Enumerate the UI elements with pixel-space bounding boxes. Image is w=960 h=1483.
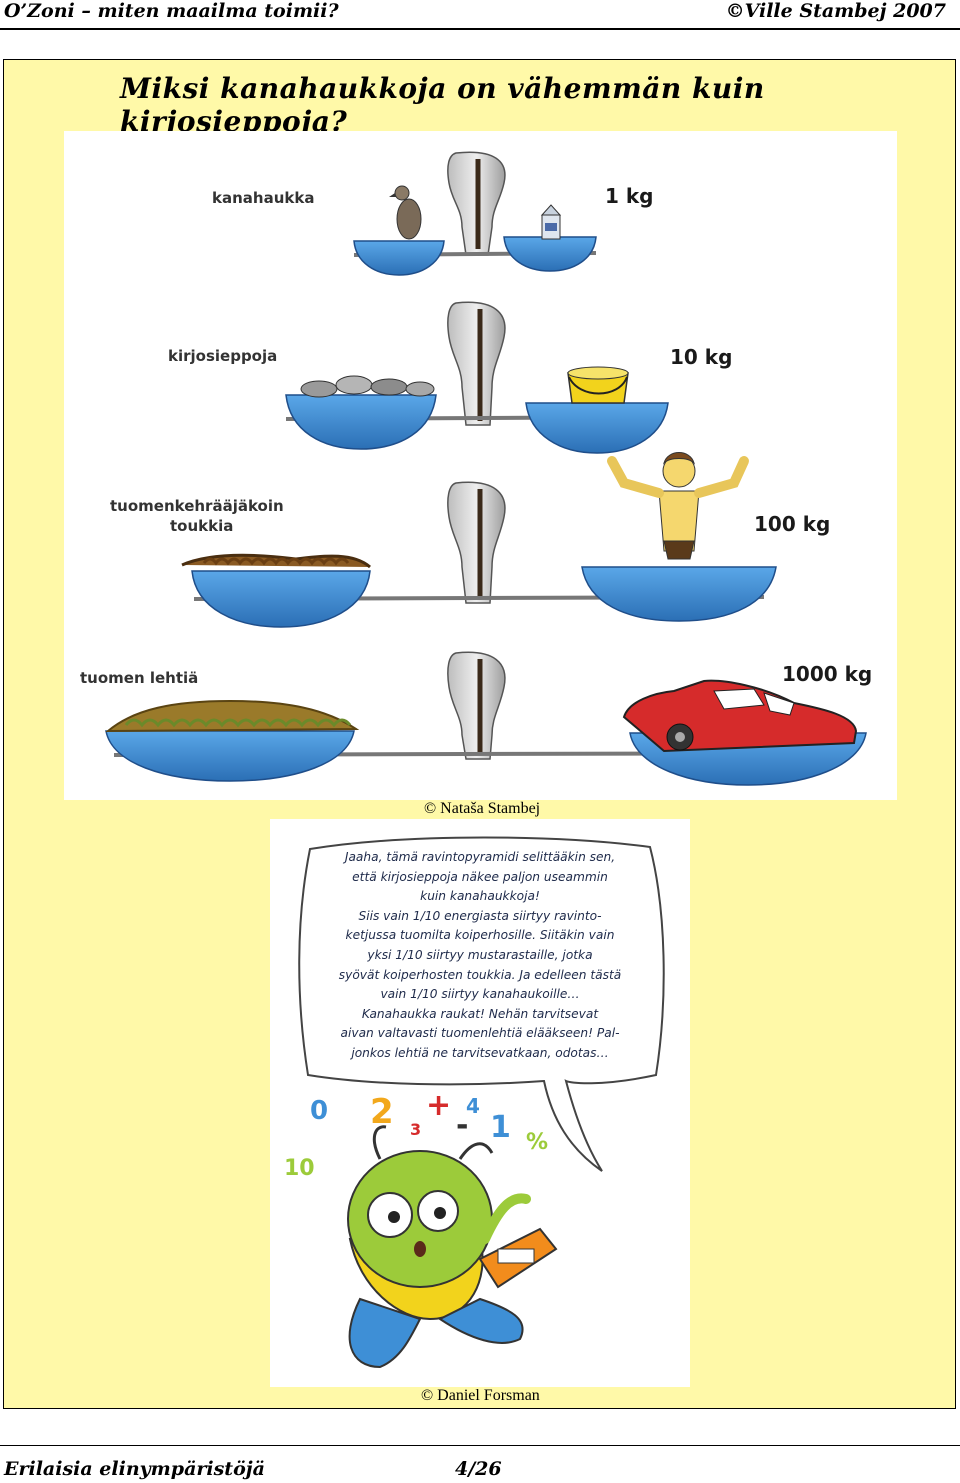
scale-4	[80, 652, 872, 785]
doodle-0: 0	[310, 1096, 329, 1126]
scale-4-left-bowl	[106, 731, 354, 781]
bubble-line: kuin kanahaukkoja!	[420, 889, 540, 904]
scale-3-left-label-line1: tuomenkehrääjäkoin	[110, 497, 284, 515]
page-title: Miksi kanahaukkoja on vähemmän kuin kirjosieppoja?	[120, 72, 765, 138]
scale-4-pillar	[448, 652, 505, 759]
doodle-1: 1	[490, 1110, 511, 1145]
strongman-icon	[612, 453, 744, 560]
header-divider	[0, 28, 960, 30]
header-left-title: O’Zoni – miten maailma toimii?	[4, 0, 339, 22]
speech-bubble-text	[300, 848, 660, 1064]
scale-3-right-bowl	[582, 567, 776, 621]
scale-1	[212, 152, 654, 275]
bubble-line: jonkos lehtiä ne tarvitsevatkaan, odotas…	[351, 1045, 609, 1060]
doodle-minus: -	[456, 1108, 469, 1143]
scale-1-left-bowl	[354, 241, 444, 275]
balance-scales-illustration	[64, 131, 897, 800]
footer-page-number: 4/26	[455, 1458, 502, 1480]
doodle-percent: %	[526, 1130, 549, 1155]
doodle-2: 2	[370, 1092, 394, 1132]
scale-3-pillar	[448, 482, 505, 603]
hawk-icon	[389, 186, 421, 239]
footer-section-title: Erilaisia elinympäristöjä	[4, 1458, 265, 1480]
alien-character-icon	[348, 1127, 556, 1367]
scale-4-weight: 1000 kg	[782, 662, 873, 686]
doodle-10: 10	[284, 1156, 315, 1181]
doodle-plus: +	[426, 1088, 452, 1123]
header-copyright: ©Ville Stambej 2007	[725, 0, 946, 22]
doodle-4: 4	[466, 1094, 480, 1118]
scale-2-left-bowl	[286, 395, 436, 449]
scale-1-weight: 1 kg	[605, 184, 654, 208]
scale-2	[168, 302, 732, 453]
milk-carton-icon	[542, 205, 560, 239]
scale-3	[110, 453, 830, 628]
bubble-line: Jaaha, tämä ravintopyramidi selittääkin sen,	[344, 850, 616, 864]
scale-2-weight: 10 kg	[670, 345, 733, 369]
illustration-credit-2: © Daniel Forsman	[421, 1387, 540, 1404]
bubble-line: ketjussa tuomilta koiperhosille. Siitäkin vain	[345, 928, 615, 943]
bubble-line: yksi 1/10 siirtyy mustarastaille, jotka	[367, 947, 593, 962]
scale-4-left-label: tuomen lehtiä	[80, 669, 199, 687]
bubble-line: Siis vain 1/10 energiasta siirtyy ravinto-	[358, 908, 602, 923]
scale-3-left-bowl	[192, 571, 370, 627]
bubble-line: syövät koiperhosten toukkia. Ja edelleen tästä	[338, 967, 622, 982]
scale-1-left-label: kanahaukka	[212, 189, 315, 207]
bubble-line: Kanahaukka raukat! Nehän tarvitsevat	[361, 1006, 599, 1021]
bubble-line: aivan valtavasti tuomenlehtiä elääkseen! Pal-	[340, 1026, 620, 1041]
scale-1-right-bowl	[504, 237, 596, 271]
scale-3-left-label-line2: toukkia	[170, 517, 234, 535]
scale-2-left-label: kirjosieppoja	[168, 347, 278, 365]
doodle-3: 3	[410, 1120, 422, 1139]
bubble-line: että kirjosieppoja näkee paljon useammin	[352, 869, 608, 884]
bubble-line: vain 1/10 siirtyy kanahaukoille…	[380, 987, 580, 1002]
illustration-credit-1: © Nataša Stambej	[424, 800, 541, 817]
scale-2-right-bowl	[526, 403, 668, 453]
flycatcher-birds-icon	[301, 376, 434, 397]
footer-divider	[0, 1445, 960, 1446]
larvae-icon	[182, 555, 370, 567]
scale-2-pillar	[448, 302, 505, 425]
scale-3-weight: 100 kg	[754, 512, 831, 536]
bucket-icon	[568, 367, 628, 403]
leaves-icon	[108, 701, 356, 731]
red-car-icon	[624, 681, 856, 751]
